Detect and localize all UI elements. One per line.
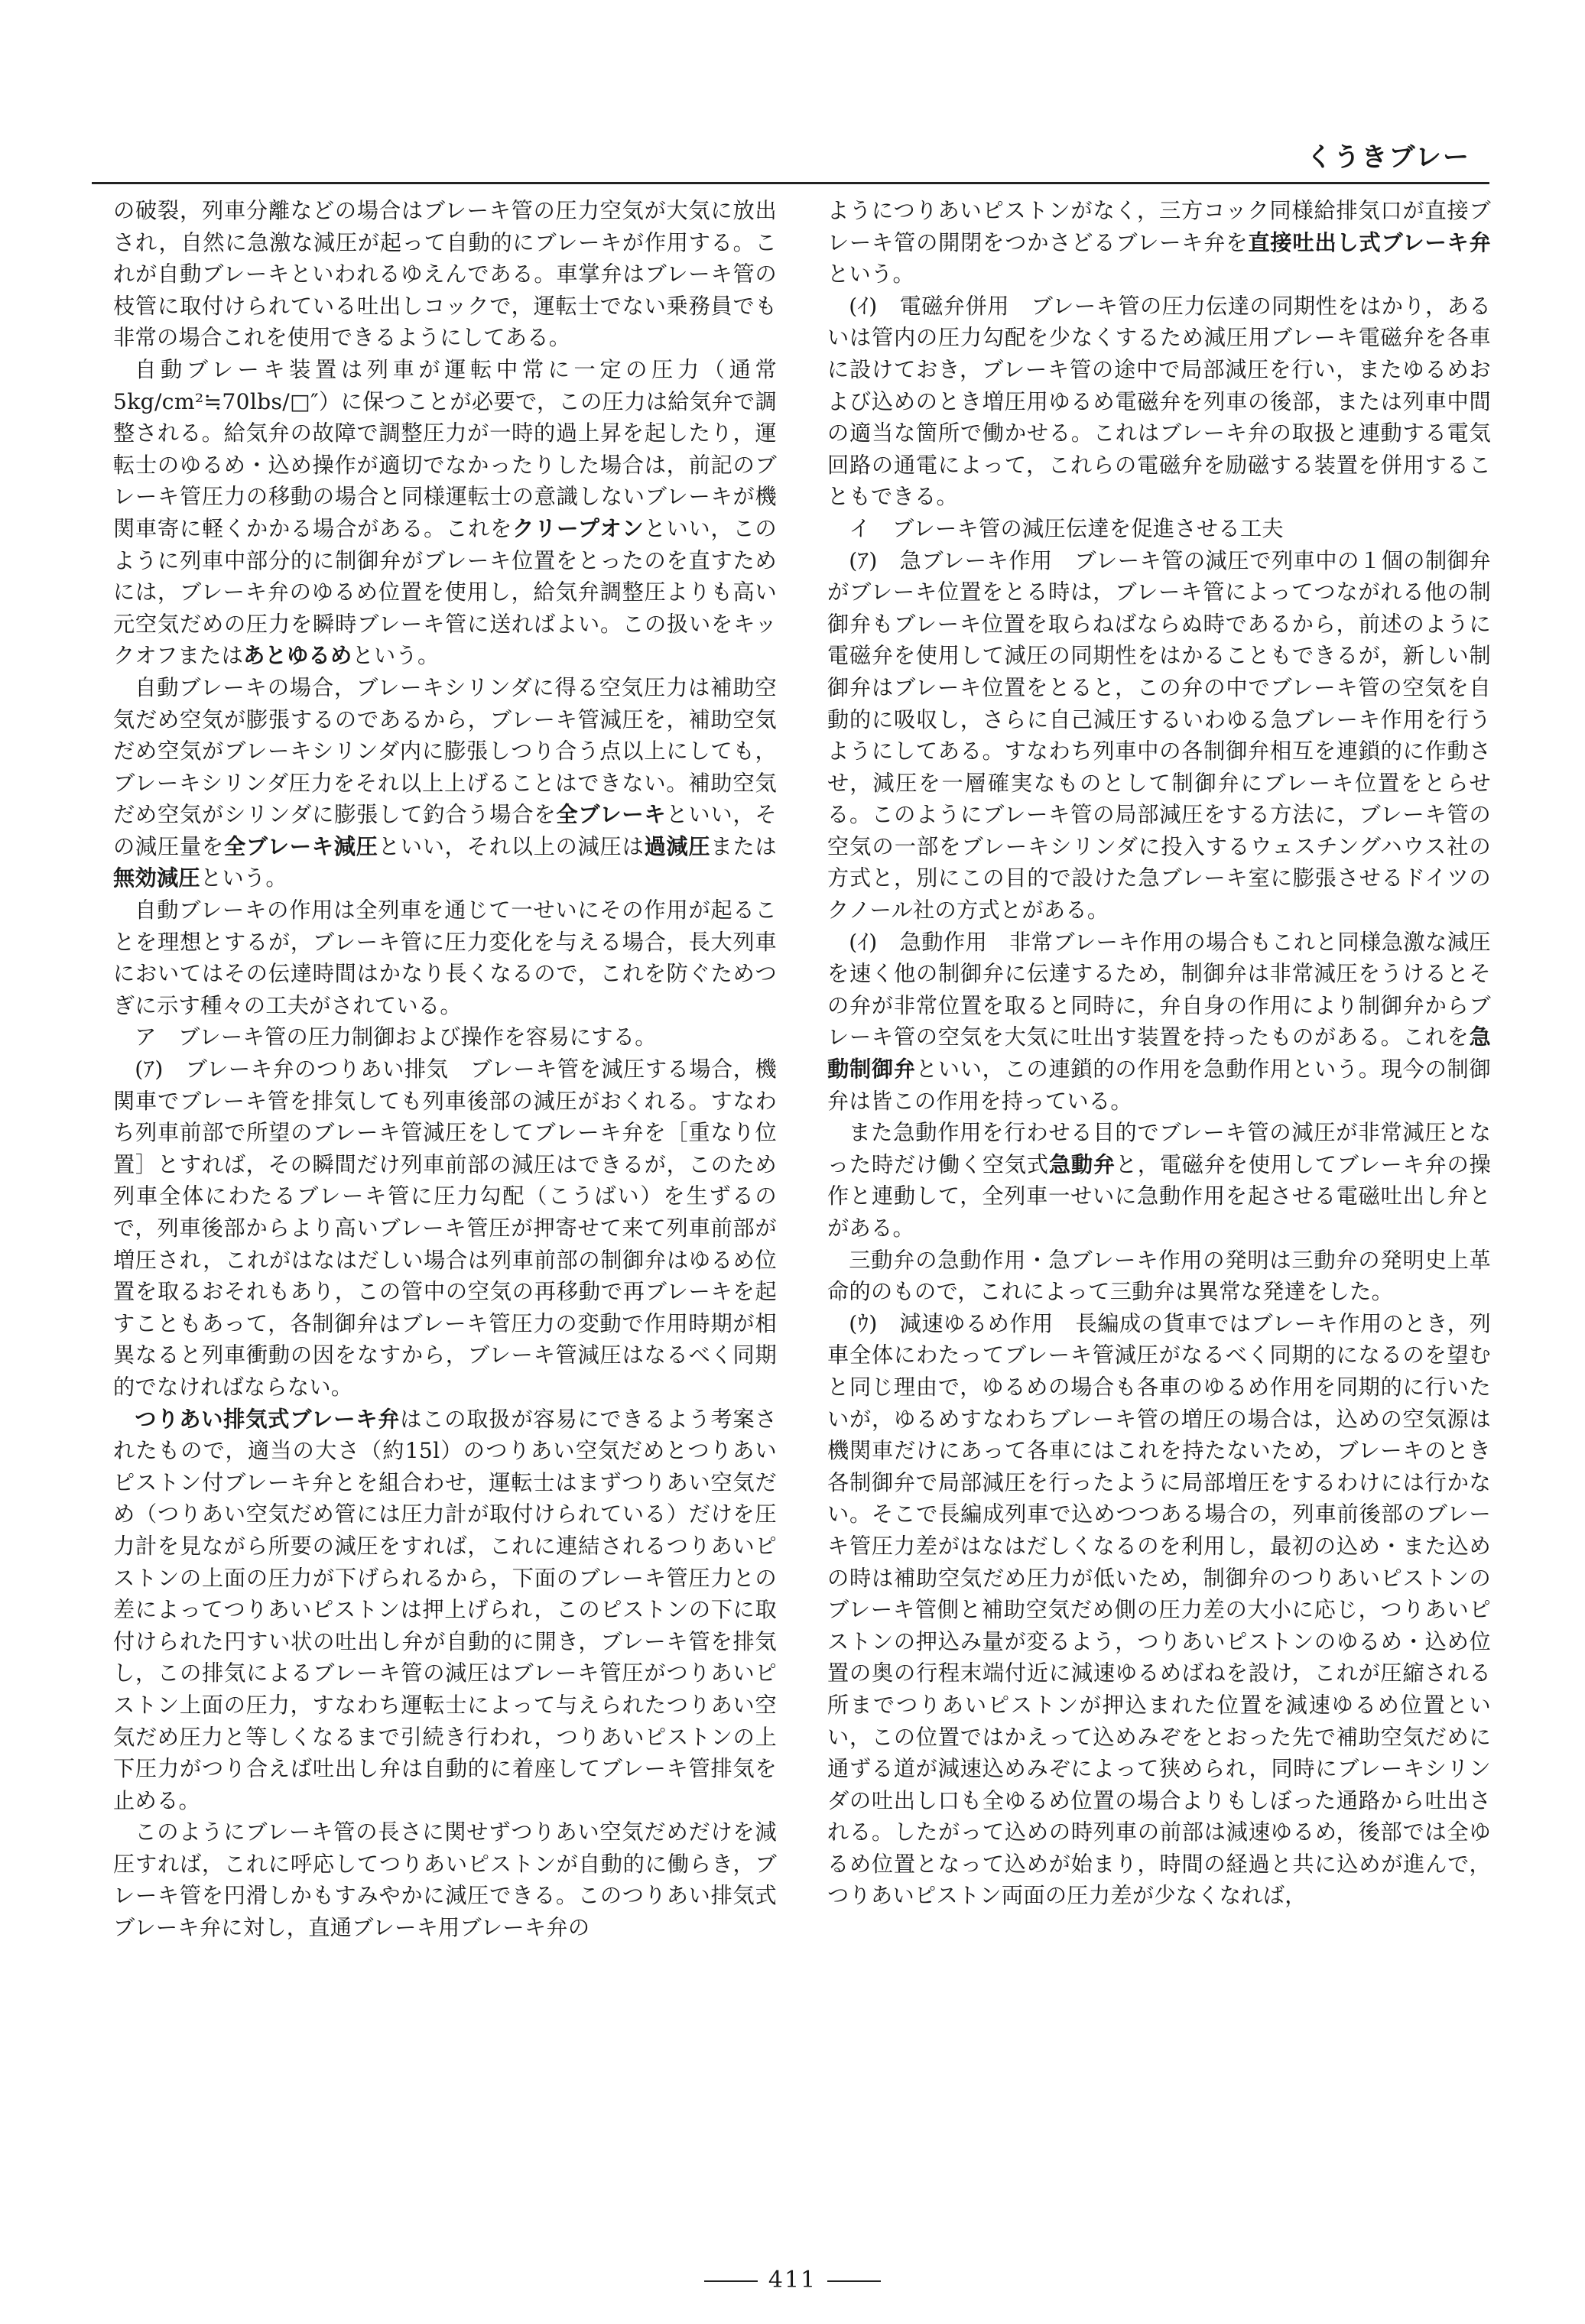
paragraph-text: という。 bbox=[827, 261, 914, 287]
left-column-paragraph bbox=[113, 1404, 777, 1817]
paragraph-text: (ｱ) ブレーキ弁のつりあい排気 ブレーキ管を減圧する場合，機関車でブレーキ管を排気しても列車後部の減圧がおくれる。すなわち列車前部で所望のブレーキ管減圧をしてブレーキ弁を［重なり位置］とすれば，その瞬間だけ列車前部の減圧はできるが，このため列車全体にわたるブレーキ管に圧力勾配（こうばい）を生ずるので，列車後部からより高いブレーキ管圧が押寄せて来て列車前部が増圧され，これがはなはだしい場合は列車前部の制御弁はゆるめ位置を取るおそれもあり，この管中の空気の再移動で再ブレーキを起すこともあって，各制御弁はブレーキ管圧力の変動で作用時期が相異なると列車衝動の因をなすから，ブレーキ管減圧はなるべく同期的でなければならない。 bbox=[113, 1057, 778, 1400]
paragraph-text: または bbox=[710, 833, 777, 859]
paragraph-text: ア ブレーキ管の圧力制御および操作を容易にする。 bbox=[135, 1024, 657, 1050]
left-column-paragraph bbox=[113, 672, 777, 894]
bold-term: 全ブレーキ減圧 bbox=[223, 833, 378, 859]
running-head: くうきブレー bbox=[1306, 142, 1470, 173]
right-column-paragraph bbox=[827, 1245, 1491, 1308]
right-column-paragraph bbox=[827, 927, 1491, 1118]
paragraph-text: また急動作用を行わせる目的でブレーキ管の減圧が非常減圧となった時だけ働く空気式 bbox=[827, 1120, 1491, 1177]
right-column-paragraph bbox=[827, 195, 1491, 290]
paragraph-text: と，電磁弁を使用してブレーキ弁の操作と連動して，全列車一せいに急動作用を起させる電磁吐出し弁とがある。 bbox=[827, 1151, 1491, 1241]
paragraph-text: の破裂，列車分離などの場合はブレーキ管の圧力空気が大気に放出され，自然に急激な減圧が起って自動的にブレーキが作用する。これが自動ブレーキといわれるゆえんである。車掌弁はブレーキ管の枝管に取付けられている吐出しコックで，運転士でない乗務員でも非常の場合これを使用できるようにしてある。 bbox=[113, 198, 777, 351]
paragraph-text: 自動ブレーキの場合，ブレーキシリンダに得る空気圧力は補助空気だめ空気が膨張するのであるから，ブレーキ管減圧を，補助空気だめ空気がブレーキシリンダ内に膨張しつり合う点以上にしても，ブレーキシリンダ圧力をそれ以上上げることはできない。補助空気だめ空気がシリンダに膨張して釣合う場合を bbox=[113, 674, 777, 828]
left-column-paragraph bbox=[113, 195, 777, 354]
paragraph-text: はこの取扱が容易にできるよう考案されたもので，適当の大さ（約15l）のつりあい空気だめとつりあいピストン付ブレーキ弁とを組合わせ，運転士はまずつりあい空気だめ（つりあい空気だめ管には圧力計が取付けられている）だけを圧力計を見ながら所要の減圧をすれば，これに連結されるつりあいピストンの上面の圧力が下げられるから，下面のブレーキ管圧力との差によってつりあいピストンは押上げられ，このピストンの下に取付けられた円すい状の吐出し弁が自動的に開き，ブレーキ管を排気し，この排気によるブレーキ管の減圧はブレーキ管圧がつりあいピストン上面の圧力，すなわち運転士によって与えられたつりあい空気だめ圧力と等しくなるまで引続き行われ，つりあいピストンの上下圧力がつり合えば吐出し弁は自動的に着座してブレーキ管排気を止める。 bbox=[113, 1406, 777, 1813]
left-column-paragraph bbox=[113, 1053, 777, 1404]
bold-term: 急動弁 bbox=[1048, 1151, 1116, 1177]
paragraph-text: このようにブレーキ管の長さに関せずつりあい空気だめだけを減圧すれば，これに呼応してつりあいピストンが自動的に働らき，ブレーキ管を円滑しかもすみやかに減圧できる。このつりあい排気式ブレーキ弁に対し，直通ブレーキ用ブレーキ弁の bbox=[113, 1819, 777, 1941]
paragraph-text: といい，それ以上の減圧は bbox=[378, 833, 645, 859]
paragraph-text: といい，このように列車中部分的に制御弁がブレーキ位置をとったのを直すためには，ブレーキ弁のゆるめ位置を使用し，給気弁調整圧よりも高い元空気だめの圧力を瞬時ブレーキ管に送ればよい。この扱いをキックオフまたは bbox=[113, 515, 778, 669]
bold-term: つりあい排気式ブレーキ弁 bbox=[135, 1406, 401, 1432]
bold-term: 直接吐出し式ブレーキ弁 bbox=[1248, 229, 1491, 255]
folio-dash-right bbox=[827, 2280, 881, 2282]
page-number: 411 bbox=[768, 2267, 817, 2293]
right-column-paragraph bbox=[827, 1117, 1491, 1244]
folio-dash-left bbox=[704, 2280, 758, 2282]
paragraph-text: ようにつりあいピストンがなく，三方コック同様給排気口が直接ブレーキ管の開閉をつかさどるブレーキ弁を bbox=[827, 198, 1491, 255]
header-rule bbox=[92, 182, 1489, 184]
bold-term: 無効減圧 bbox=[113, 865, 200, 891]
left-column-paragraph bbox=[113, 1816, 777, 1943]
right-column-paragraph bbox=[827, 290, 1491, 513]
left-column-paragraph bbox=[113, 894, 777, 1021]
left-column-paragraph bbox=[113, 1021, 777, 1053]
paragraph-text: 三動弁の急動作用・急ブレーキ作用の発明は三動弁の発明史上革命的のもので，これによって三動弁は異常な発達をした。 bbox=[827, 1247, 1491, 1305]
bold-term: クリープオン bbox=[512, 515, 645, 541]
paragraph-text: といい，この連鎖的の作用を急動作用という。現今の制御弁は皆この作用を持っている。 bbox=[827, 1057, 1491, 1114]
left-column bbox=[113, 195, 777, 1944]
paragraph-text: (ｲ) 急動作用 非常ブレーキ作用の場合もこれと同様急激な減圧を速く他の制御弁に伝達するため，制御弁は非常減圧をうけるとその弁が非常位置を取ると同時に，弁自身の作用により制御弁からブレーキ管の空気を大気に吐出す装置を持ったものがある。これを bbox=[827, 929, 1491, 1050]
paragraph-text: 自動ブレーキの作用は全列車を通じて一せいにその作用が起ることを理想とするが，ブレーキ管に圧力変化を与える場合，長大列車においてはその伝達時間はかなり長くなるので，これを防ぐためつぎに示す種々の工夫がされている。 bbox=[113, 897, 777, 1018]
bold-term: 急動制御弁 bbox=[827, 1024, 1491, 1082]
paragraph-text: (ｲ) 電磁弁併用 ブレーキ管の圧力伝達の同期性をはかり，あるいは管内の圧力勾配を少なくするため減圧用ブレーキ電磁弁を各車に設けておき，ブレーキ管の途中で局部減圧を行い，またゆるめおよび込めのとき増圧用ゆるめ電磁弁を列車の後部，または列車中間の適当な箇所で働かせる。これはブレーキ弁の取扱と連動する電気回路の通電によって，これらの電磁弁を励磁する装置を併用することもできる。 bbox=[827, 293, 1491, 510]
right-column-paragraph bbox=[827, 1308, 1491, 1912]
paragraph-text: イ ブレーキ管の減圧伝達を促進させる工夫 bbox=[849, 515, 1284, 541]
right-column-paragraph bbox=[827, 545, 1491, 927]
paragraph-text: といい，その減圧量を bbox=[113, 802, 777, 859]
paragraph-text: 自動ブレーキ装置は列車が運転中常に一定の圧力（通常5kg/cm²≒70lbs/□″）に保つことが必要で，この圧力は給気弁で調整される。給気弁の故障で調整圧力が一時的過上昇を起したり，運転士のゆるめ・込め操作が適切でなかったりした場合は，前記のブレーキ管圧力の移動の場合と同様運転士の意識しないブレーキが機関車寄に軽くかかる場合がある。これを bbox=[113, 356, 778, 541]
bold-term: あとゆるめ bbox=[243, 643, 352, 669]
paragraph-text: (ｳ) 減速ゆるめ作用 長編成の貨車ではブレーキ作用のとき，列車全体にわたってブレーキ管減圧がなるべく同期的になるのを望むと同じ理由で，ゆるめの場合も各車のゆるめ作用を同期的に行いたいが，ゆるめすなわちブレーキ管の増圧の場合は，込めの空気源は機関車だけにあって各車にはこれを持たないため，ブレーキのとき各制御弁で局部減圧を行ったように局部増圧をするわけには行かない。そこで長編成列車で込めつつある場合の，列車前後部のブレーキ管圧力差がはなはだしくなるのを利用し，最初の込め・また込めの時は補助空気だめ圧力が低いため，制御弁のつりあいピストンのブレーキ管側と補助空気だめ側の圧力差の大小に応じ，つりあいピストンの押込み量が変るよう，つりあいピストンのゆるめ・込め位置の奥の行程末端付近に減速ゆるめばねを設け，これが圧縮される所までつりあいピストンが押込まれた位置を減速ゆるめ位置といい，この位置ではかえって込めみぞをとおった先で補助空気だめに通ずる道が減速込めみぞによって狭められ，同時にブレーキシリンダの吐出し口も全ゆるめ位置の場合よりもしぼった通路から吐出される。したがって込めの時列車の前部は減速ゆるめ，後部では全ゆるめ位置となって込めが始まり，時間の経過と共に込めが進んで，つりあいピストン両面の圧力差が少なくなれば， bbox=[827, 1310, 1492, 1909]
right-column-paragraph bbox=[827, 513, 1491, 545]
page-footer bbox=[0, 2267, 1585, 2293]
paragraph-text: (ｱ) 急ブレーキ作用 ブレーキ管の減圧で列車中の１個の制御弁がブレーキ位置をとる時は，ブレーキ管によってつながれる他の制御弁もブレーキ位置を取らねばならぬ時であるから，前述のように電磁弁を使用して減圧の同期性をはかることもできるが，新しい制御弁はブレーキ位置をとると，この弁の中でブレーキ管の空気を自動的に吸収し，さらに自己減圧するいわゆる急ブレーキ作用を行うようにしてある。すなわち列車中の各制御弁相互を連鎖的に作動させ，減圧を一層確実なものとして制御弁にブレーキ位置をとらせる。このようにブレーキ管の局部減圧をする方法に，ブレーキ管の空気の一部をブレーキシリンダに投入するウェスチングハウス社の方式と，別にこの目的で設けた急ブレーキ室に膨張させるドイツのクノール社の方式とがある。 bbox=[827, 547, 1491, 923]
bold-term: 過減圧 bbox=[644, 833, 711, 859]
left-column-paragraph bbox=[113, 354, 777, 672]
paragraph-text: という。 bbox=[352, 643, 440, 669]
right-column bbox=[827, 195, 1491, 1912]
paragraph-text: という。 bbox=[200, 865, 287, 891]
bold-term: 全ブレーキ bbox=[556, 802, 667, 828]
